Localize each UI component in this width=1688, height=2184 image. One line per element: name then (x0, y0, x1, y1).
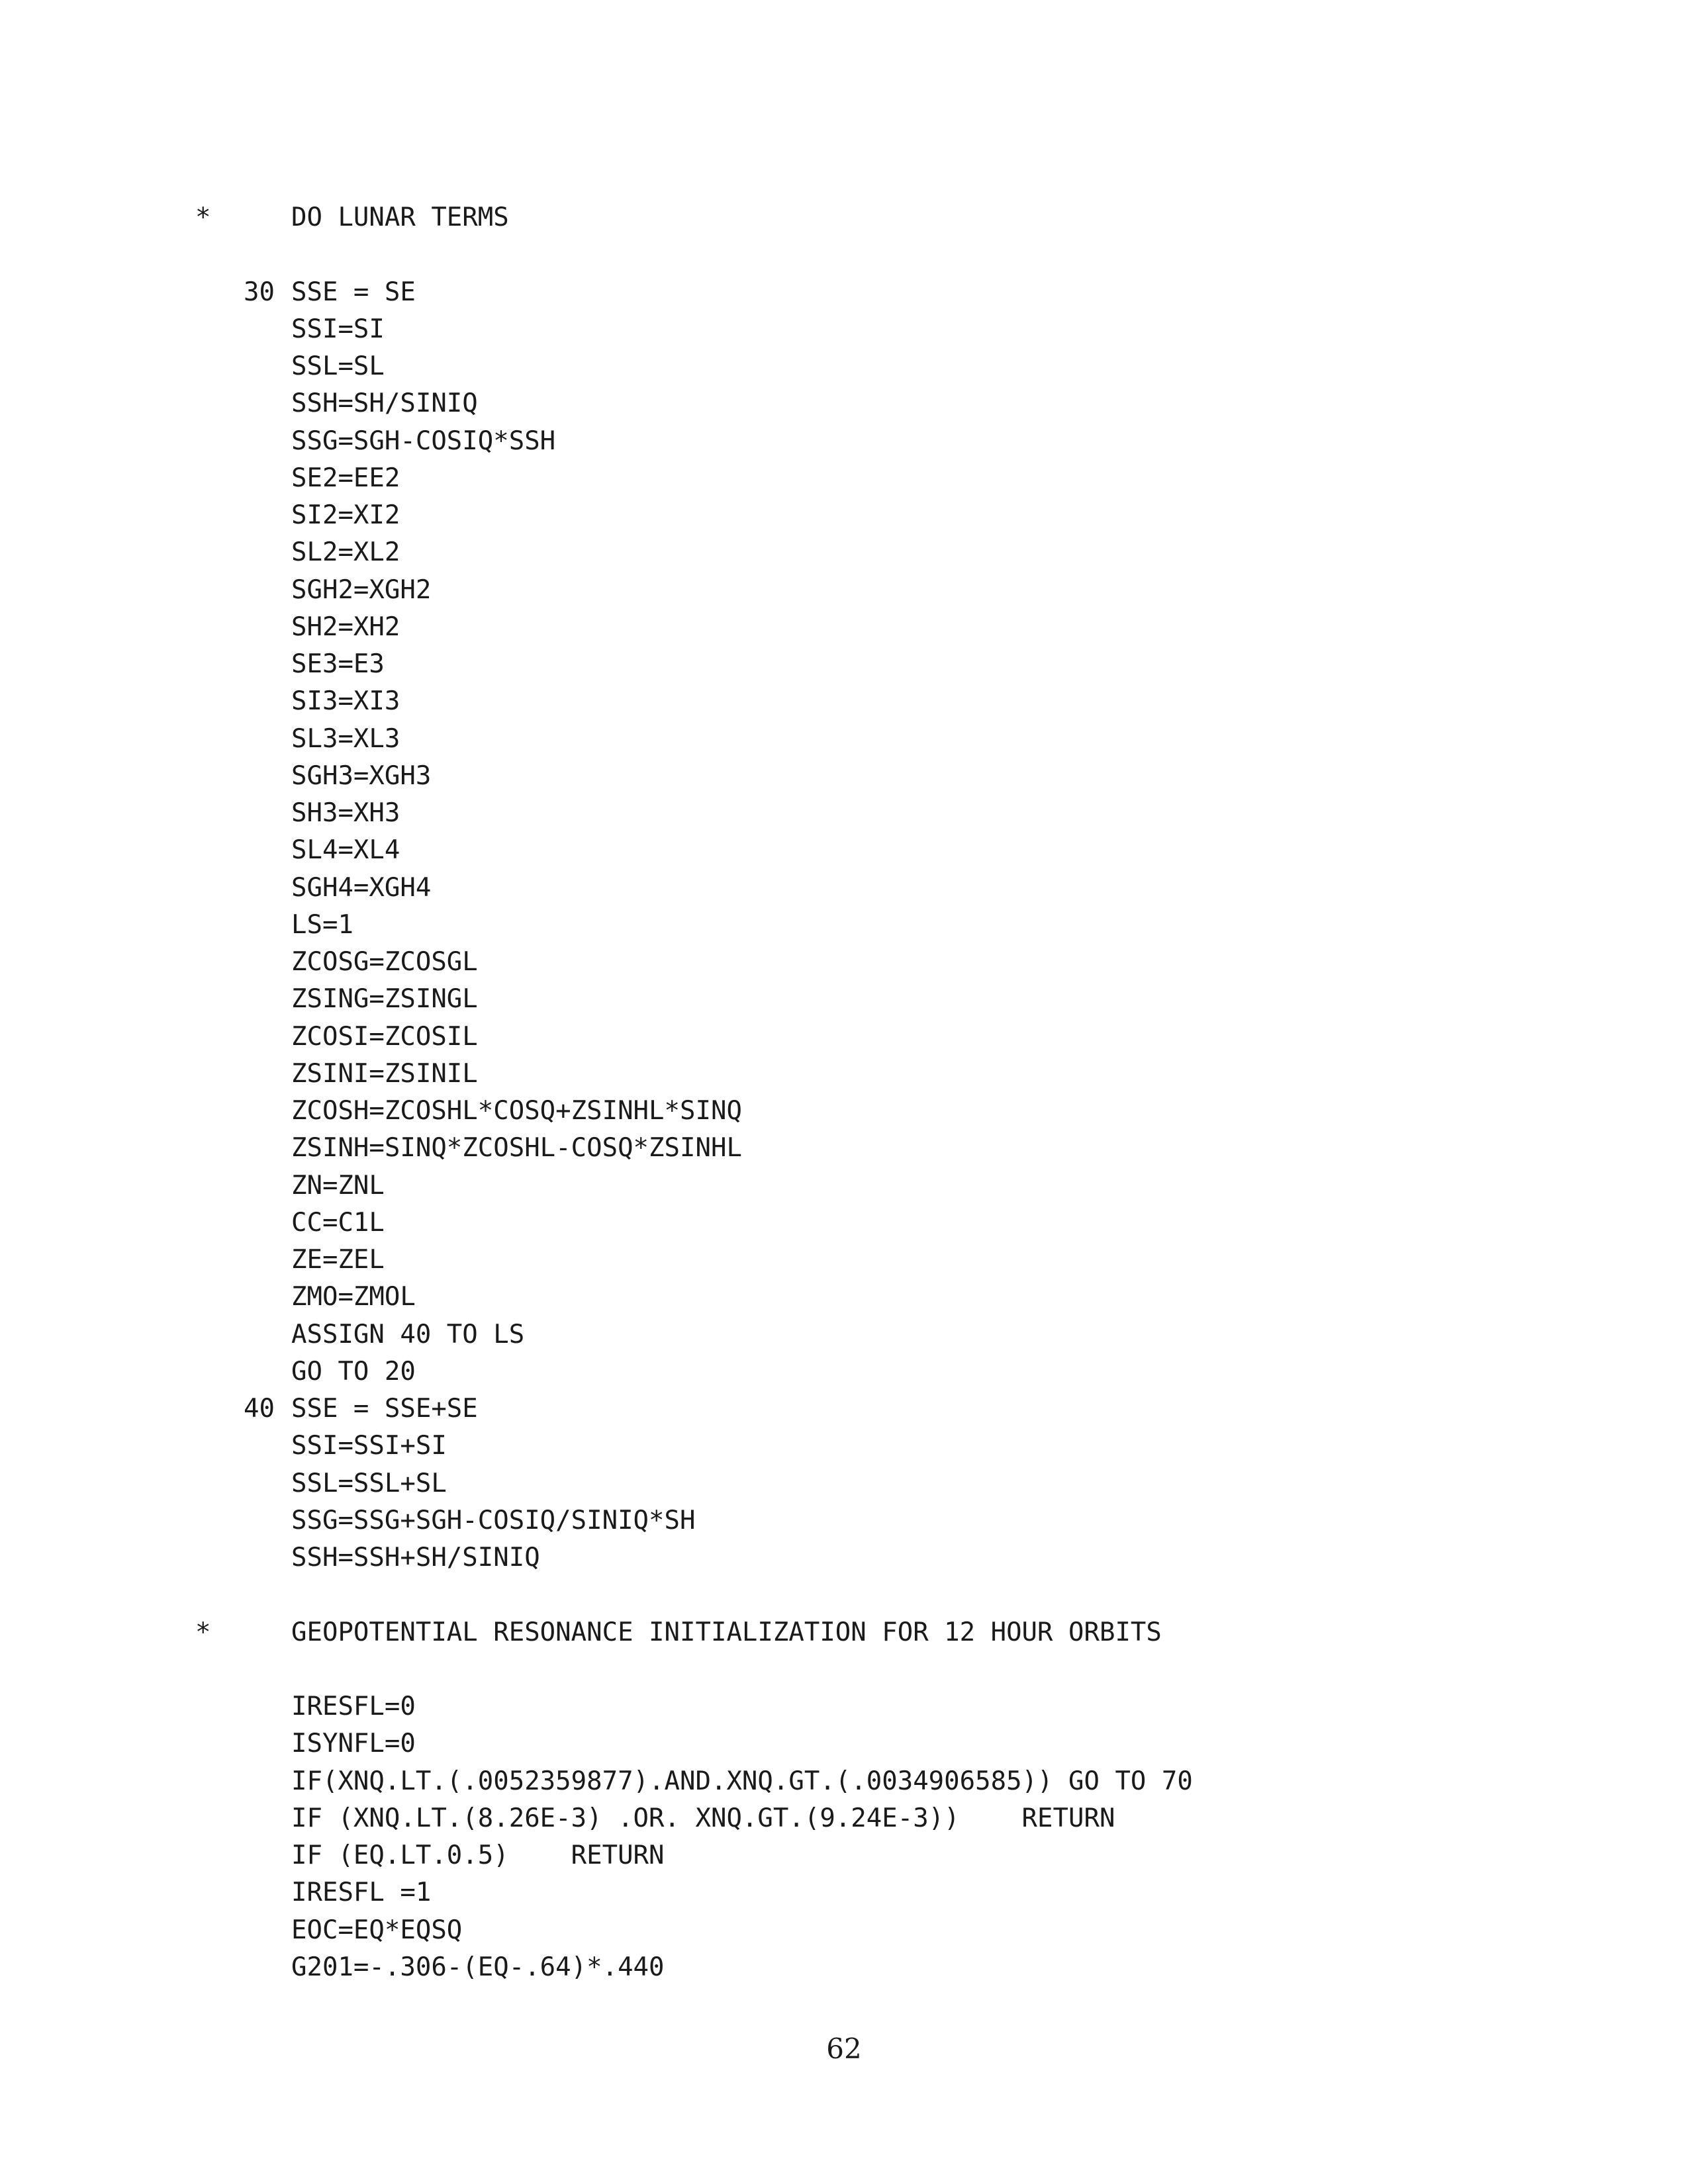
code-statement: EOC=EQ*EQSQ (291, 1915, 463, 1945)
code-statement: SSH=SH/SINIQ (291, 388, 478, 419)
code-statement: G201=-.306-(EQ-.64)*.440 (291, 1952, 665, 1982)
code-statement: IF (XNQ.LT.(8.26E-3) .OR. XNQ.GT.(9.24E-3)) RETURN (291, 1803, 1115, 1833)
code-statement: ZCOSI=ZCOSIL (291, 1021, 478, 1052)
code-statement: ZSINI=ZSINIL (291, 1058, 478, 1089)
code-statement: SSE = SSE+SE (291, 1394, 478, 1424)
code-statement: ZSING=ZSINGL (291, 984, 478, 1015)
code-statement: ZCOSH=ZCOSHL*COSQ+ZSINHL*SINQ (291, 1096, 742, 1126)
code-statement: SGH2=XGH2 (291, 574, 432, 605)
code-statement: SSH=SSH+SH/SINIQ (291, 1543, 540, 1572)
code-statement: ASSIGN 40 TO LS (291, 1319, 525, 1349)
code-statement: SSI=SI (291, 314, 385, 344)
code-statement: IF(XNQ.LT.(.0052359877).AND.XNQ.GT.(.0034906585)) GO TO 70 (291, 1766, 1193, 1796)
code-statement: SSE = SE (291, 277, 416, 307)
code-statement: ZE=ZEL (291, 1245, 385, 1275)
code-statement: SE2=EE2 (291, 463, 400, 493)
page-number: 62 (826, 2032, 862, 2065)
code-statement: SL4=XL4 (291, 835, 400, 866)
code-statement: IRESFL=0 (291, 1692, 416, 1721)
statement-label: 30 (244, 277, 275, 307)
code-statement: DO LUNAR TERMS (291, 203, 509, 232)
code-statement: SL3=XL3 (291, 723, 400, 754)
code-statement: SGH3=XGH3 (291, 760, 432, 791)
code-statement: SL2=XL2 (291, 537, 400, 568)
code-statement: SSL=SL (291, 351, 385, 381)
code-statement: GEOPOTENTIAL RESONANCE INITIALIZATION FOR 12 HOUR ORBITS (291, 1617, 1162, 1647)
code-statement: SSI=SSI+SI (291, 1431, 447, 1461)
code-statement: SSG=SGH-COSIQ*SSH (291, 426, 556, 456)
code-statement: LS=1 (291, 909, 353, 940)
code-statement: SSG=SSG+SGH-COSIQ/SINIQ*SH (291, 1505, 696, 1535)
code-statement: ISYNFL=0 (291, 1729, 416, 1759)
comment-marker: * (195, 1617, 211, 1647)
comment-marker: * (195, 203, 211, 232)
code-statement: SH3=XH3 (291, 798, 400, 828)
statement-label: 40 (244, 1394, 275, 1424)
code-statement: SI2=XI2 (291, 500, 400, 530)
code-statement: SI3=XI3 (291, 686, 400, 717)
code-statement: SSL=SSL+SL (291, 1468, 447, 1498)
code-statement: CC=C1L (291, 1207, 385, 1238)
code-statement: ZSINH=SINQ*ZCOSHL-COSQ*ZSINHL (291, 1133, 742, 1163)
code-statement: IF (EQ.LT.0.5) RETURN (291, 1841, 665, 1870)
code-statement: SGH4=XGH4 (291, 872, 432, 903)
code-statement: ZCOSG=ZCOSGL (291, 947, 478, 977)
code-statement: ZMO=ZMOL (291, 1282, 416, 1312)
code-statement: SE3=E3 (291, 649, 385, 679)
code-statement: IRESFL =1 (291, 1878, 432, 1908)
code-statement: ZN=ZNL (291, 1170, 385, 1201)
code-statement: GO TO 20 (291, 1356, 416, 1387)
code-statement: SH2=XH2 (291, 612, 400, 642)
